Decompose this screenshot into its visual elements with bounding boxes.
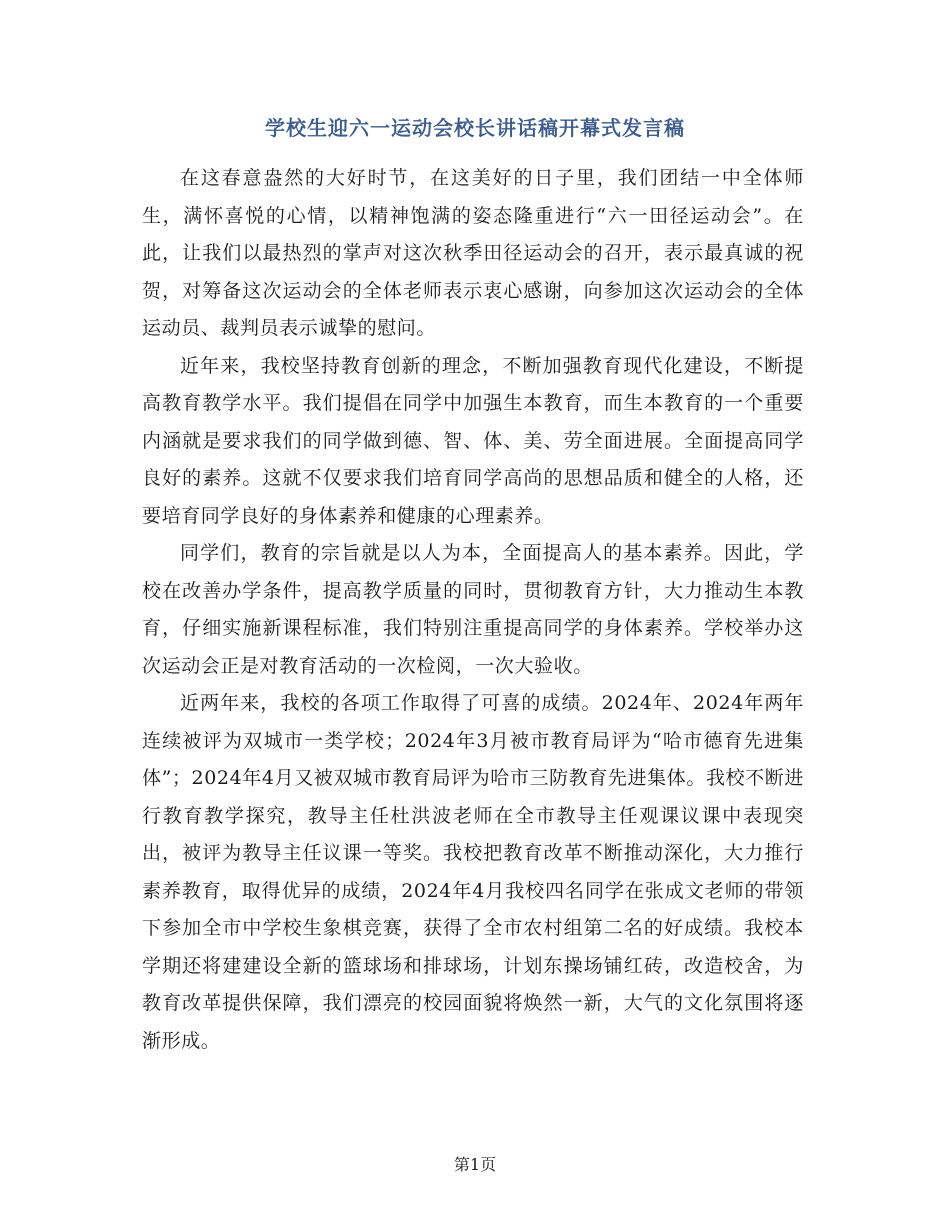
document-body: [142, 160, 804, 1060]
document-title: 学校生迎六一运动会校长讲话稿开幕式发言稿: [265, 116, 685, 140]
paragraph-3: 同学们，教育的宗旨就是以人为本，全面提高人的基本素养。因此，学校在改善办学条件，提高教学质量的同时，贯彻教育方针，大力推动生本教育，仔细实施新课程标准，我们特别注重提高同学的身体素养。学校举办这次运动会正是对教育活动的一次检阅，一次大验收。: [142, 542, 804, 677]
paragraph-1: 在这春意盎然的大好时节，在这美好的日子里，我们团结一中全体师生，满怀喜悦的心情，以精神饱满的姿态隆重进行“六一田径运动会”。在此，让我们以最热烈的掌声对这次秋季田径运动会的召开，表示最真诚的祝贺，对筹备这次运动会的全体老师表示衷心感谢，向参加这次运动会的全体运动员、裁判员表示诚挚的慰问。: [142, 167, 804, 339]
paragraph-2: 近年来，我校坚持教育创新的理念，不断加强教育现代化建设，不断提高教育教学水平。我们提倡在同学中加强生本教育，而生本教育的一个重要内涵就是要求我们的同学做到德、智、体、美、劳全面进展。全面提高同学良好的素养。这就不仅要求我们培育同学高尚的思想品质和健全的人格，还要培育同学良好的身体素养和健康的心理素养。: [142, 354, 804, 527]
page-number: 第1页: [453, 1155, 497, 1174]
paragraph-4: 近两年来，我校的各项工作取得了可喜的成绩。2024年、2024年两年连续被评为双城市一类学校；2024年3月被市教育局评为“哈市德育先进集体”；2024年4月又被双城市教育局评为哈市三防教育先进集体。我校不断进行教育教学探究，教导主任杜洪波老师在全市教导主任观课议课中表现突出，被评为教导主任议课一等奖。我校把教育改革不断推动深化，大力推行素养教育，取得优异的成绩，2024年4月我校四名同学在张成文老师的带领下参加全市中学校生象棋竞赛，获得了全市农村组第二名的好成绩。我校本学期还将建建设全新的篮球场和排球场，计划东操场铺红砖，改造校舍，为教育改革提供保障，我们漂亮的校园面貌将焕然一新，大气的文化氛围将逐渐形成。: [142, 692, 804, 1052]
